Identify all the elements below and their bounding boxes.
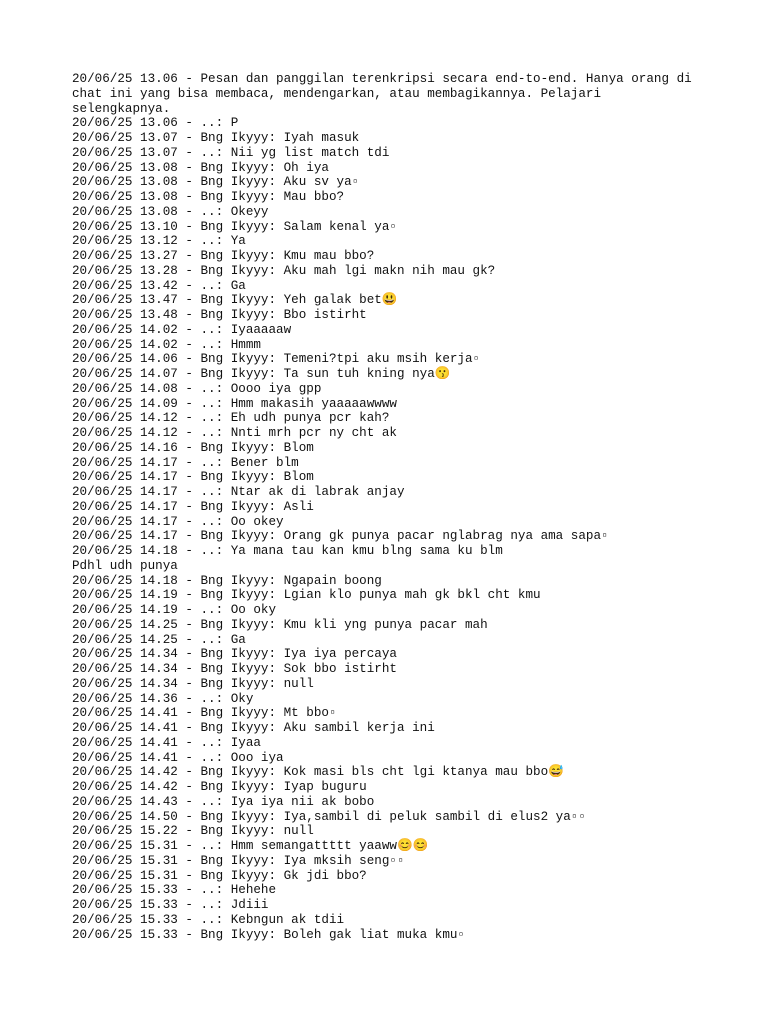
chat-line: 20/06/25 14.17 - Bng Ikyyy: Asli (72, 499, 314, 514)
chat-line: 20/06/25 14.34 - Bng Ikyyy: Sok bbo istirht (72, 662, 397, 676)
chat-line: 20/06/25 14.42 - Bng Ikyyy: Iyap buguru (72, 780, 367, 794)
chat-line: 20/06/25 13.48 - Bng Ikyyy: Bbo istirht (72, 308, 367, 322)
chat-line: 20/06/25 14.42 - Bng Ikyyy: Kok masi bls cht lgi ktanya mau bbo😅 (72, 765, 564, 780)
chat-line: 20/06/25 15.31 - Bng Ikyyy: Iya mksih seng▫▫ (72, 853, 405, 868)
chat-line: Pdhl udh punya (72, 558, 178, 573)
chat-line: 20/06/25 14.17 - Bng Ikyyy: Orang gk punya pacar nglabrag nya ama sapa▫ (72, 529, 609, 544)
chat-log-document (72, 72, 702, 942)
chat-line: 20/06/25 14.19 - ..: Oo oky (72, 603, 277, 617)
chat-line: selengkapnya. (72, 101, 171, 116)
chat-line: 20/06/25 14.08 - ..: Oooo iya gpp (72, 381, 322, 396)
chat-line: 20/06/25 15.33 - ..: Kebngun ak tdii (72, 912, 345, 927)
chat-line: 20/06/25 14.41 - ..: Iyaa (72, 735, 261, 750)
chat-line: 20/06/25 13.07 - ..: Nii yg list match tdi (72, 145, 390, 160)
chat-line: 20/06/25 14.43 - ..: Iya iya nii ak bobo (72, 794, 375, 809)
chat-line: 20/06/25 15.31 - ..: Hmm semangattttt yaaww😊😊 (72, 839, 429, 853)
chat-line: 20/06/25 14.34 - Bng Ikyyy: Iya iya percaya (72, 647, 397, 662)
chat-line: 20/06/25 14.25 - ..: Ga (72, 632, 246, 647)
chat-line: 20/06/25 14.17 - ..: Ntar ak di labrak anjay (72, 485, 405, 499)
chat-line: 20/06/25 13.06 - ..: P (72, 116, 239, 131)
chat-line: 20/06/25 13.08 - Bng Ikyyy: Mau bbo? (72, 190, 345, 204)
chat-line: 20/06/25 14.18 - ..: Ya mana tau kan kmu blng sama ku blm (72, 544, 503, 558)
chat-line: 20/06/25 14.25 - Bng Ikyyy: Kmu kli yng punya pacar mah (72, 617, 488, 632)
chat-line: 20/06/25 14.12 - ..: Nnti mrh pcr ny cht ak (72, 426, 397, 440)
chat-line: 20/06/25 14.06 - Bng Ikyyy: Temeni?tpi aku msih kerja▫ (72, 352, 481, 367)
chat-line: 20/06/25 13.10 - Bng Ikyyy: Salam kenal ya▫ (72, 219, 397, 234)
chat-line: chat ini yang bisa membaca, mendengarkan, atau membagikannya. Pelajari (72, 86, 602, 101)
chat-line: 20/06/25 15.22 - Bng Ikyyy: null (72, 824, 314, 839)
chat-line: 20/06/25 13.08 - Bng Ikyyy: Aku sv ya▫ (72, 175, 360, 190)
chat-line: 20/06/25 14.50 - Bng Ikyyy: Iya,sambil di peluk sambil di elus2 ya▫▫ (72, 809, 586, 824)
chat-line: 20/06/25 14.36 - ..: Oky (72, 691, 254, 706)
chat-line: 20/06/25 14.41 - Bng Ikyyy: Aku sambil kerja ini (72, 721, 435, 735)
chat-line: 20/06/25 13.12 - ..: Ya (72, 234, 246, 249)
chat-line: 20/06/25 15.33 - ..: Hehehe (72, 883, 277, 898)
chat-line: 20/06/25 13.08 - ..: Okeyy (72, 204, 269, 219)
chat-line: 20/06/25 14.17 - ..: Oo okey (72, 514, 284, 529)
chat-line: 20/06/25 14.41 - ..: Ooo iya (72, 750, 284, 765)
chat-line: 20/06/25 14.02 - ..: Iyaaaaaw (72, 322, 292, 337)
chat-line: 20/06/25 14.16 - Bng Ikyyy: Blom (72, 440, 314, 455)
chat-line: 20/06/25 15.33 - Bng Ikyyy: Boleh gak liat muka kmu▫ (72, 927, 465, 942)
chat-line: 20/06/25 13.42 - ..: Ga (72, 278, 246, 293)
chat-line: 20/06/25 14.18 - Bng Ikyyy: Ngapain boong (72, 573, 382, 588)
chat-line: 20/06/25 14.09 - ..: Hmm makasih yaaaaawwww (72, 396, 397, 411)
chat-line: 20/06/25 14.41 - Bng Ikyyy: Mt bbo▫ (72, 706, 337, 721)
chat-line: 20/06/25 14.02 - ..: Hmmm (72, 337, 261, 352)
chat-line: 20/06/25 15.33 - ..: Jdiii (72, 898, 269, 912)
chat-line: 20/06/25 13.47 - Bng Ikyyy: Yeh galak bet😃 (72, 293, 398, 308)
chat-line: 20/06/25 13.06 - Pesan dan panggilan terenkripsi secara end-to-end. Hanya orang di (72, 72, 692, 86)
chat-line: 20/06/25 13.27 - Bng Ikyyy: Kmu mau bbo? (72, 249, 375, 263)
chat-line: 20/06/25 14.17 - ..: Bener blm (72, 455, 299, 470)
chat-line: 20/06/25 14.34 - Bng Ikyyy: null (72, 676, 314, 691)
chat-line: 20/06/25 14.17 - Bng Ikyyy: Blom (72, 470, 314, 485)
chat-line: 20/06/25 13.28 - Bng Ikyyy: Aku mah lgi makn nih mau gk? (72, 263, 496, 278)
chat-line: 20/06/25 13.08 - Bng Ikyyy: Oh iya (72, 160, 329, 175)
chat-line: 20/06/25 15.31 - Bng Ikyyy: Gk jdi bbo? (72, 868, 367, 883)
chat-line: 20/06/25 14.19 - Bng Ikyyy: Lgian klo punya mah gk bkl cht kmu (72, 588, 541, 603)
chat-line: 20/06/25 14.07 - Bng Ikyyy: Ta sun tuh kning nya😗 (72, 367, 451, 381)
chat-line: 20/06/25 13.07 - Bng Ikyyy: Iyah masuk (72, 131, 360, 145)
chat-line: 20/06/25 14.12 - ..: Eh udh punya pcr kah? (72, 411, 390, 426)
